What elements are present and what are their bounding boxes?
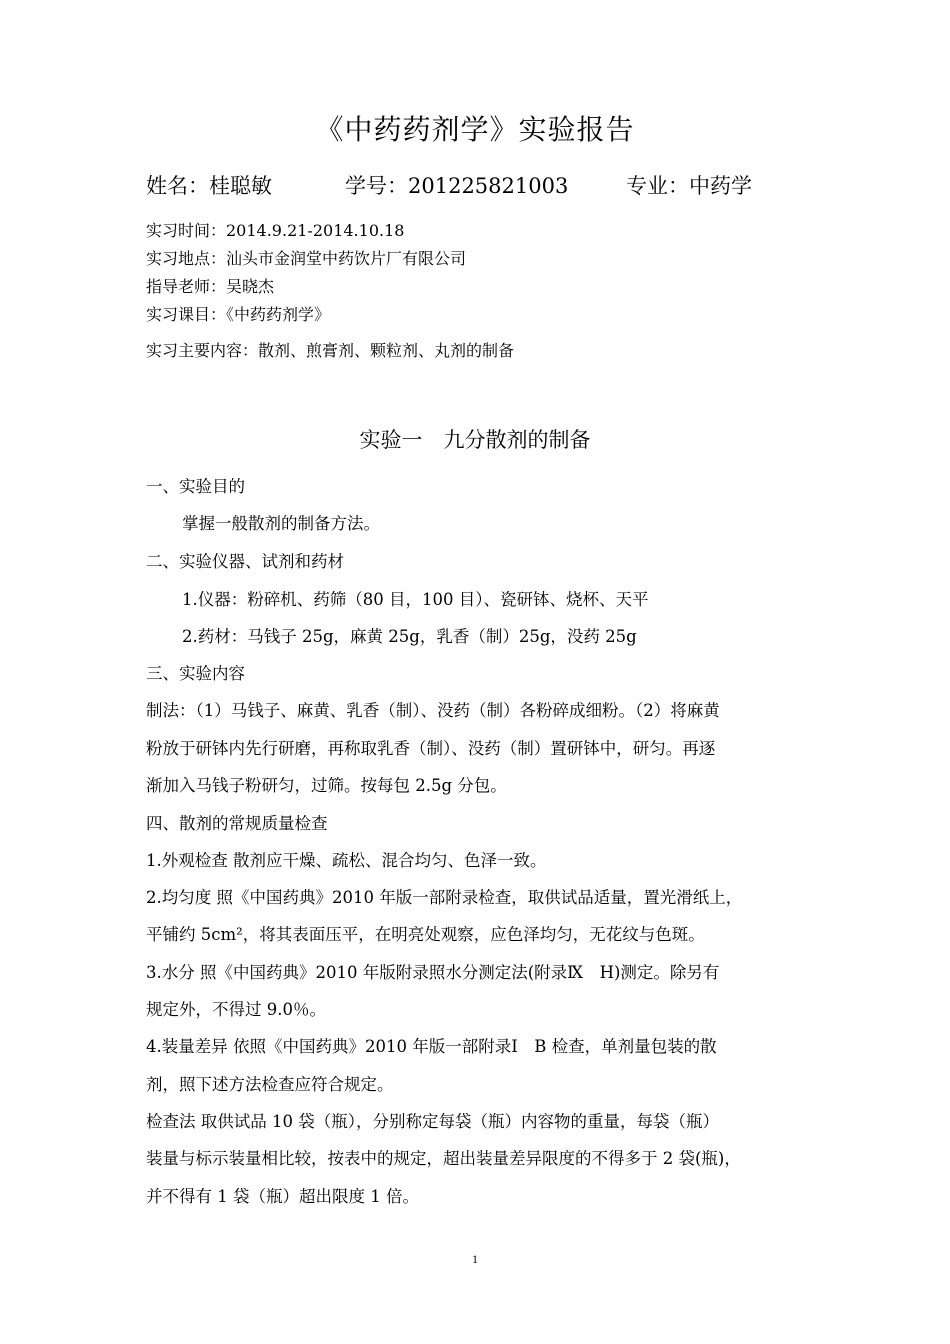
paragraph-line: 并不得有 1 袋（瓶）超出限度 1 倍。 <box>146 1187 419 1206</box>
page-number: 1 <box>472 1252 478 1266</box>
student-id: 学号：201225821003 <box>345 174 569 198</box>
meta-advisor: 指导老师：吴晓杰 <box>146 277 275 296</box>
meta-course: 实习课目：《中药药剂学》 <box>146 305 331 324</box>
student-major: 专业：中药学 <box>626 174 752 198</box>
section-heading: 三、实验内容 <box>146 664 245 683</box>
paragraph-line: 装量与标示装量相比较，按表中的规定，超出装量差异限度的不得多于 2 袋(瓶)， <box>146 1149 741 1168</box>
paragraph-line: 检查法 取供试品 10 袋（瓶），分别称定每袋（瓶）内容物的重量，每袋（瓶） <box>146 1112 719 1131</box>
section-heading: 四、散剂的常规质量检查 <box>146 814 328 833</box>
paragraph-line: 2.均匀度 照《中国药典》2010 年版一部附录检查，取供试品适量，置光滑纸上， <box>146 888 743 907</box>
meta-content: 实习主要内容：散剂、煎膏剂、颗粒剂、丸剂的制备 <box>146 341 515 360</box>
meta-time: 实习时间：2014.9.21-2014.10.18 <box>146 221 405 240</box>
paragraph-line: 4.装量差异 依照《中国药典》2010 年版一部附录Ⅰ B 检查，单剂量包装的散 <box>146 1037 717 1056</box>
meta-location: 实习地点：汕头市金润堂中药饮片厂有限公司 <box>146 249 467 268</box>
experiment-title: 实验一 九分散剂的制备 <box>359 428 591 452</box>
report-title: 《中药药剂学》实验报告 <box>315 113 635 146</box>
student-name: 姓名：桂聪敏 <box>146 174 272 198</box>
paragraph-line: 规定外，不得过 9.0％。 <box>146 1000 326 1019</box>
paragraph-line: 剂，照下述方法检查应符合规定。 <box>146 1075 394 1094</box>
section-heading: 一、实验目的 <box>146 477 245 496</box>
paragraph-line: 粉放于研钵内先行研磨，再称取乳香（制）、没药（制）置研钵中，研匀。再逐 <box>146 739 716 758</box>
student-info-row <box>146 170 846 202</box>
paragraph-line: 制法：（1）马钱子、麻黄、乳香（制）、没药（制）各粉碎成细粉。（2）将麻黄 <box>146 701 720 720</box>
paragraph-line: 3.水分 照《中国药典》2010 年版附录照水分测定法(附录Ⅸ H)测定。除另有 <box>146 963 720 982</box>
section-heading: 二、实验仪器、试剂和药材 <box>146 552 344 571</box>
paragraph-line: 平铺约 5cm²，将其表面压平，在明亮处观察，应色泽均匀，无花纹与色斑。 <box>146 925 705 944</box>
paragraph-line: 掌握一般散剂的制备方法。 <box>182 514 380 533</box>
paragraph-line: 渐加入马钱子粉研匀，过筛。按每包 2.5g 分包。 <box>146 776 507 795</box>
paragraph-line: 1.外观检查 散剂应干燥、疏松、混合均匀、色泽一致。 <box>146 851 547 870</box>
paragraph-line: 2.药材：马钱子 25g，麻黄 25g，乳香（制）25g，没药 25g <box>182 627 637 646</box>
paragraph-line: 1.仪器：粉碎机、药筛（80 目，100 目）、瓷研钵、烧杯、天平 <box>182 590 649 609</box>
